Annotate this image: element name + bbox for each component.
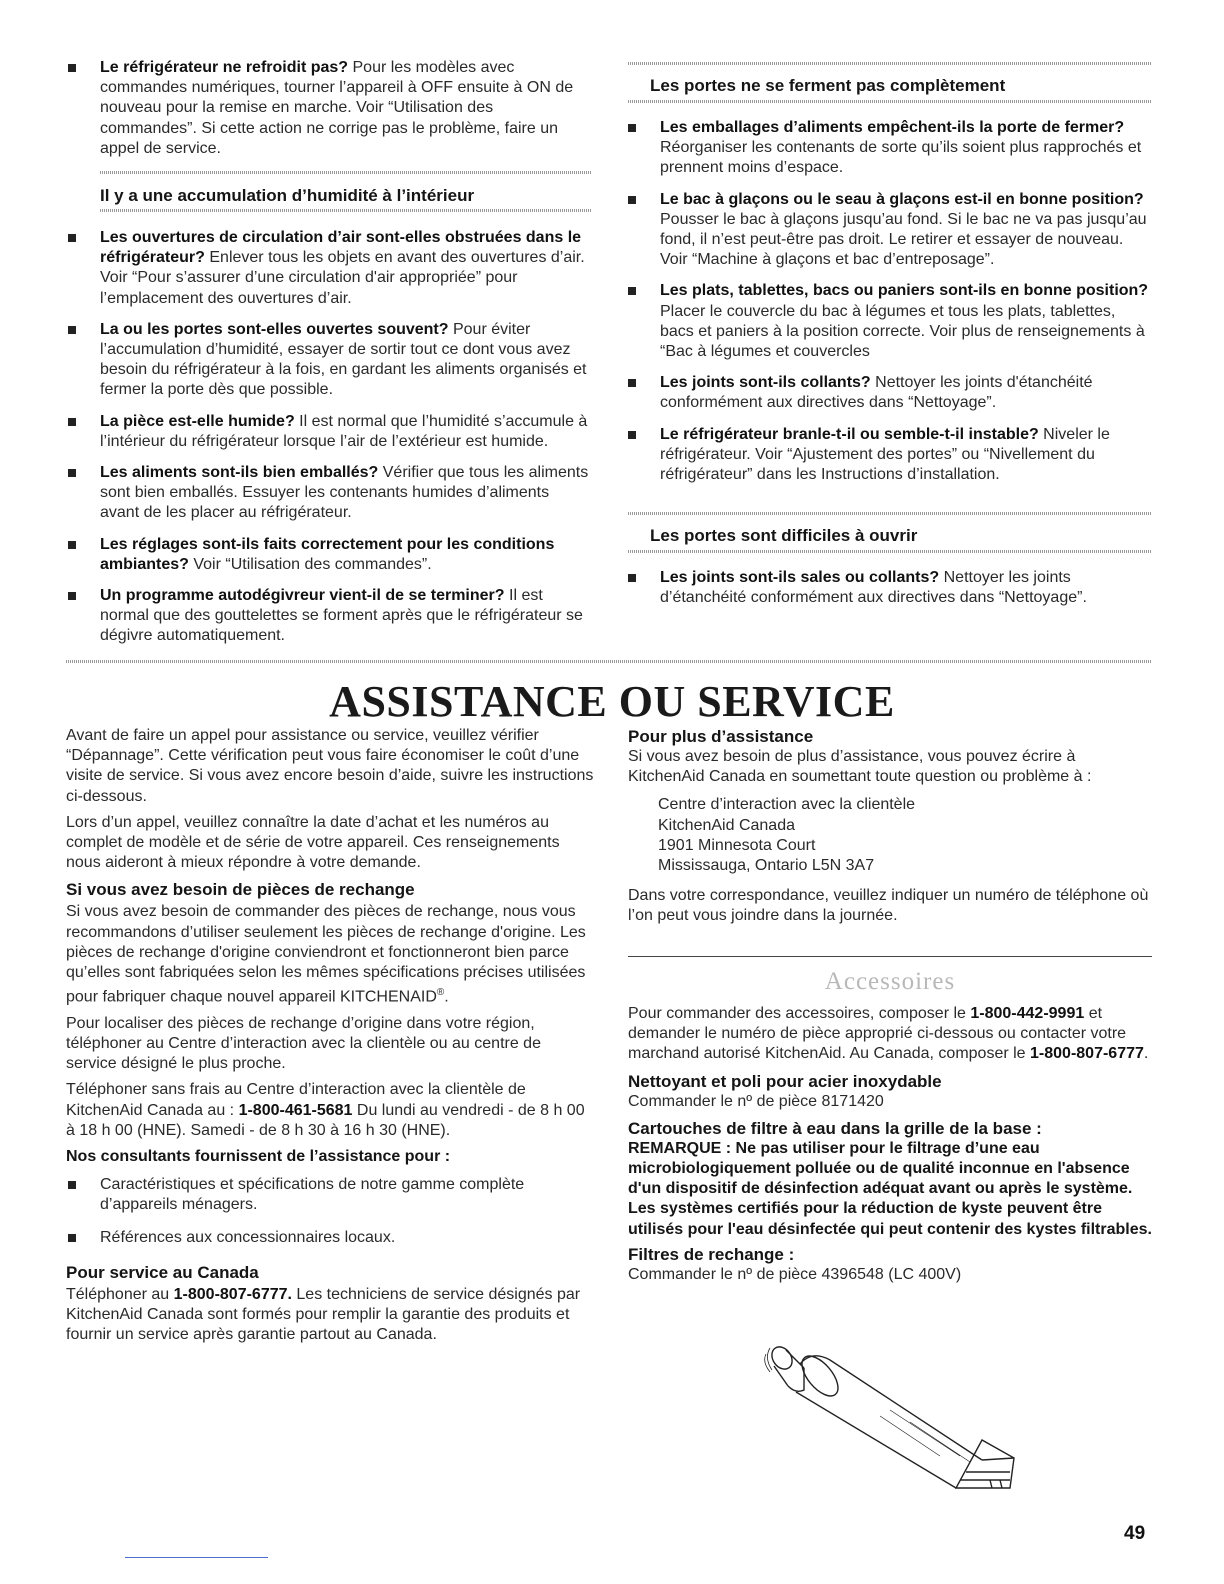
list-item: Les joints sont-ils collants? Nettoyer les joints d'étanchéité conformément aux directives dans “Nettoyage”. (626, 373, 1152, 413)
list-item: Les joints sont-ils sales ou collants? Nettoyer les joints d’étanchéité conformément aux directives dans “Nettoyage”. (626, 568, 1152, 608)
divider (66, 660, 1152, 663)
divider (628, 512, 1152, 515)
more-assistance-paragraph: Si vous avez besoin de plus d’assistance, vous pouvez écrire à KitchenAid Canada en soumettant toute question ou problème à : (628, 748, 1092, 786)
list-item: La pièce est-elle humide? Il est normal que l’humidité s’accumule à l’intérieur du réfrigérateur lorsque l’air de l’extérieur est humide. (66, 412, 592, 452)
canada-paragraph: Téléphoner au 1-800-807-6777. Les techniciens de service désignés par KitchenAid Canada sont formés pour remplir la garantie des produits et fournir un service après garantie partout au Canada. (66, 1285, 581, 1344)
cartridge-title: Cartouches de filtre à eau dans la grille de la base : (628, 1118, 1042, 1138)
cleaner-text: Commander le nº de pièce 8171420 (628, 1092, 884, 1110)
accessories-title: Accessoires (824, 968, 956, 995)
page-number: 49 (1124, 1523, 1146, 1544)
cleaner-title: Nettoyant et poli pour acier inoxydable (628, 1071, 942, 1091)
intro-paragraph: Avant de faire un appel pour assistance ou service, veuillez vérifier “Dépannage”. Cette vérification peut vous faire économiser le coût d’une visite de service. Si vous avez encore besoin d’aide, suivre les instructions ci-dessous. (66, 727, 594, 805)
intro-paragraph: Lors d’un appel, veuillez connaître la date d’achat et les numéros au complet de modèle et de série de votre appareil. Ces renseignements nous aideront à mieux répondre à votre demande. (66, 813, 560, 872)
address-block: Centre d’interaction avec la clientèle KitchenAid Canada 1901 Minnesota Court Mississauga, Ontario L5N 3A7 (658, 796, 916, 875)
divider (100, 171, 592, 174)
more-assistance-title: Pour plus d’assistance (628, 727, 814, 746)
divider (125, 1557, 268, 1558)
list-item: Le réfrigérateur branle-t-il ou semble-t-il instable? Niveler le réfrigérateur. Voir “Ajustement des portes” ou “Nivellement du réfrigérateur” dans les Instructions d’installation. (626, 425, 1152, 486)
divider (628, 550, 1152, 553)
list-item: Les emballages d’aliments empêchent-ils la porte de fermer? Réorganiser les contenants de sorte qu’ils soient plus rapprochés et prennent moins d’espace. (626, 118, 1152, 179)
humidity-list (66, 228, 592, 656)
doors-close-section-title: Les portes ne se ferment pas complètement (650, 76, 1006, 95)
list-item: Les réglages sont-ils faits correctement pour les conditions ambiantes? Voir “Utilisation des commandes”. (66, 535, 592, 575)
doors-open-section-title: Les portes sont difficiles à ouvrir (650, 526, 918, 545)
parts-title: Si vous avez besoin de pièces de rechange (66, 880, 415, 900)
list-item: Les aliments sont-ils bien emballés? Vérifier que tous les aliments sont bien emballés. Essuyer les contenants humides d’aliments avant de les placer au réfrigérateur. (66, 463, 592, 524)
list-item: Les plats, tablettes, bacs ou paniers sont-ils en bonne position? Placer le couvercle du bac à légumes et tous les plats, tablettes, bacs et paniers à la position correcte. Voir plus de renseignements à “Bac à légumes et couvercles (626, 281, 1152, 362)
doors-open-list (626, 568, 1152, 617)
humidity-section-title: Il y a une accumulation d’humidité à l’intérieur (100, 186, 475, 205)
correspondence-paragraph: Dans votre correspondance, veuillez indiquer un numéro de téléphone où l’on peut vous joindre dans la journée. (628, 887, 1149, 925)
filter-text: Commander le nº de pièce 4396548 (LC 400V) (628, 1265, 962, 1283)
water-filter-illustration (760, 1340, 1030, 1490)
page-title: ASSISTANCE OU SERVICE (329, 677, 895, 726)
divider (100, 209, 592, 212)
list-item: Le bac à glaçons ou le seau à glaçons est-il en bonne position? Pousser le bac à glaçons jusqu’au fond. Si le bac ne va pas jusqu’au fond, il n’est peut-être pas droit. Le retirer et essayer de nouveau. Voir “Machine à glaçons et bac d’entreposage”. (626, 190, 1152, 271)
consult-title: Nos consultants fournissent de l’assistance pour : (66, 1147, 451, 1165)
list-item: Caractéristiques et spécifications de notre gamme complète d’appareils ménagers. (66, 1175, 594, 1215)
accessories-section (628, 1004, 1152, 1291)
filter-title: Filtres de rechange : (628, 1244, 795, 1264)
left-top-column (66, 58, 592, 168)
note: REMARQUE : Ne pas utiliser pour le filtrage d’une eau microbiologiquement polluée ou de qualité inconnue en l'absence d'un dispositif de désinfection adéquat avant ou après le système. Les systèmes certifiés pour la réduction de kyste peuvent être utilisés pour l'eau désinfectée qui peut contenir des kystes filtrables. (628, 1139, 1152, 1238)
canada-title: Pour service au Canada (66, 1262, 259, 1282)
divider (628, 62, 1152, 65)
accessories-paragraph: Pour commander des accessoires, composer le 1-800-442-9991 et demander le numéro de pièce approprié ci-dessous ou contacter votre marchand autorisé KitchenAid. Au Canada, composer le 1-800-807-6777. (628, 1005, 1149, 1063)
list-item: Références aux concessionnaires locaux. (66, 1228, 594, 1248)
phone-paragraph: Téléphoner sans frais au Centre d’interaction avec la clientèle de KitchenAid Canada au : 1-800-461-5681 Du lundi au vendredi - de 8 h 00 à 18 h 00 (HNE). Samedi - de 8 h 30 à 16 h 30 (HNE). (66, 1081, 585, 1139)
list-item: Les ouvertures de circulation d’air sont-elles obstruées dans le réfrigérateur? Enlever tous les objets en avant des ouvertures d’air. Voir “Pour s’assurer d’une circulation d'air appropriée” pour l’emplacement des ouvertures d’air. (66, 228, 592, 309)
parts-paragraph: Si vous avez besoin de commander des pièces de rechange, nous vous recommandons d’utiliser seulement les pièces de rechange d'origine. Les pièces de rechange d'origine conviendront et fonctionneront bien parce qu’elles sont fabriquées selon les mêmes spécifications précises utilisées pour fabriquer chaque nouvel appareil KITCHENAID®. (66, 903, 586, 1006)
divider (628, 100, 1152, 103)
list-item: Un programme autodégivreur vient-il de se terminer? Il est normal que des gouttelettes se forment après que le réfrigérateur se dégivre automatiquement. (66, 586, 592, 647)
left-bottom-column (66, 726, 594, 1351)
divider (628, 956, 1152, 957)
list-item: La ou les portes sont-elles ouvertes souvent? Pour éviter l’accumulation d’humidité, essayer de sortir tout ce dont vous avez besoin du réfrigérateur à la fois, en gardant les aliments organisés et fermer la porte dès que possible. (66, 320, 592, 401)
list-item: Le réfrigérateur ne refroidit pas? Pour les modèles avec commandes numériques, tourner l’appareil à OFF ensuite à ON de nouveau pour la remise en marche. Voir “Utilisation des commandes”. Si cette action ne corrige pas le problème, faire un appel de service. (66, 58, 592, 159)
doors-close-list (626, 118, 1152, 494)
right-bottom-column (628, 726, 1152, 933)
parts-paragraph: Pour localiser des pièces de rechange d’origine dans votre région, téléphoner au Centre d’interaction avec la clientèle ou au centre de service désigné le plus proche. (66, 1014, 541, 1073)
